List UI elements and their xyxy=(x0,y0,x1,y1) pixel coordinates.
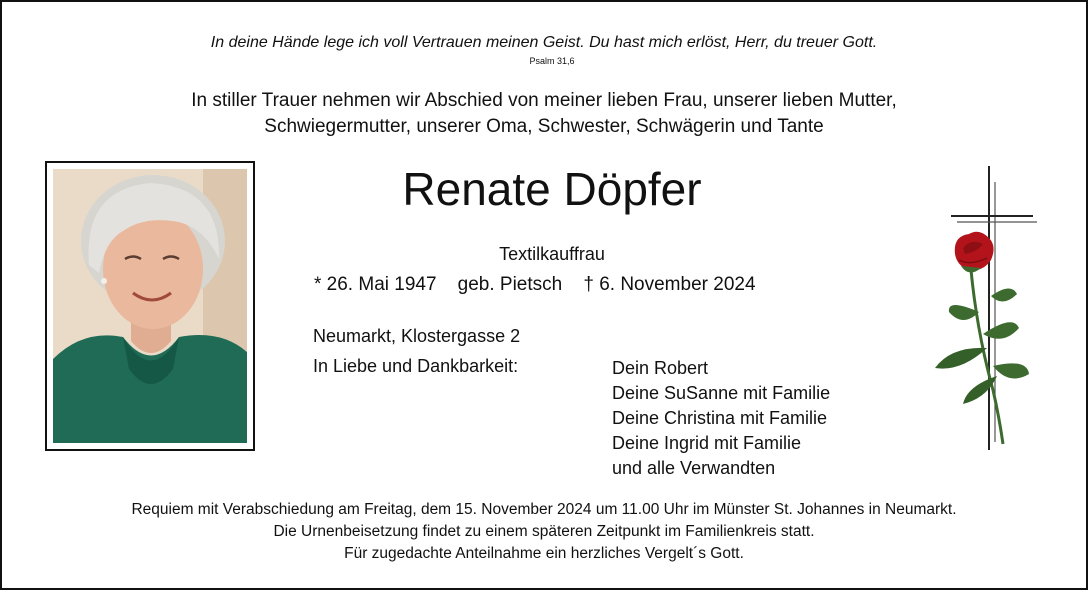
intro-line-1: In stiller Trauer nehmen wir Abschied von meiner lieben Frau, unserer lieben Mutter, xyxy=(191,90,897,111)
deceased-name: Renate Döpfer xyxy=(402,163,702,215)
maiden-name: geb. Pietsch xyxy=(457,274,563,295)
service-info xyxy=(2,499,1086,565)
mourners-list xyxy=(612,356,830,481)
bible-verse: In deine Hände lege ich voll Vertrauen meinen Geist. Du hast mich erlöst, Herr, du treuer Gott. xyxy=(210,34,878,51)
address: Neumarkt, Klostergasse 2 xyxy=(313,326,521,346)
mourner-item: Dein Robert xyxy=(612,358,709,378)
intro-text xyxy=(2,88,1086,140)
portrait-photo xyxy=(53,169,247,443)
service-line-2: Die Urnenbeisetzung findet zu einem späteren Zeitpunkt im Familienkreis statt. xyxy=(273,523,815,540)
service-line-1: Requiem mit Verabschiedung am Freitag, dem 15. November 2024 um 11.00 Uhr im Münster St. Johannes in Neumarkt. xyxy=(131,501,957,518)
mourner-item: Deine SuSanne mit Familie xyxy=(612,383,831,403)
mourner-item: Deine Christina mit Familie xyxy=(612,408,828,428)
portrait-frame xyxy=(45,161,255,451)
occupation: Textilkauffrau xyxy=(499,244,605,264)
intro-line-2: Schwiegermutter, unserer Oma, Schwester, Schwägerin und Tante xyxy=(264,116,824,137)
death-date: † 6. November 2024 xyxy=(583,274,756,295)
birth-date: * 26. Mai 1947 xyxy=(314,274,437,295)
cross-with-rose-icon xyxy=(907,162,1042,454)
life-dates xyxy=(314,274,756,296)
mourner-item: und alle Verwandten xyxy=(612,458,776,478)
verse-reference: Psalm 31,6 xyxy=(529,56,575,66)
mourners-label: In Liebe und Dankbarkeit: xyxy=(313,356,519,376)
portrait-illustration xyxy=(53,169,247,443)
mourner-item: Deine Ingrid mit Familie xyxy=(612,433,802,453)
service-line-3: Für zugedachte Anteilnahme ein herzliches Vergelt´s Gott. xyxy=(344,545,744,562)
